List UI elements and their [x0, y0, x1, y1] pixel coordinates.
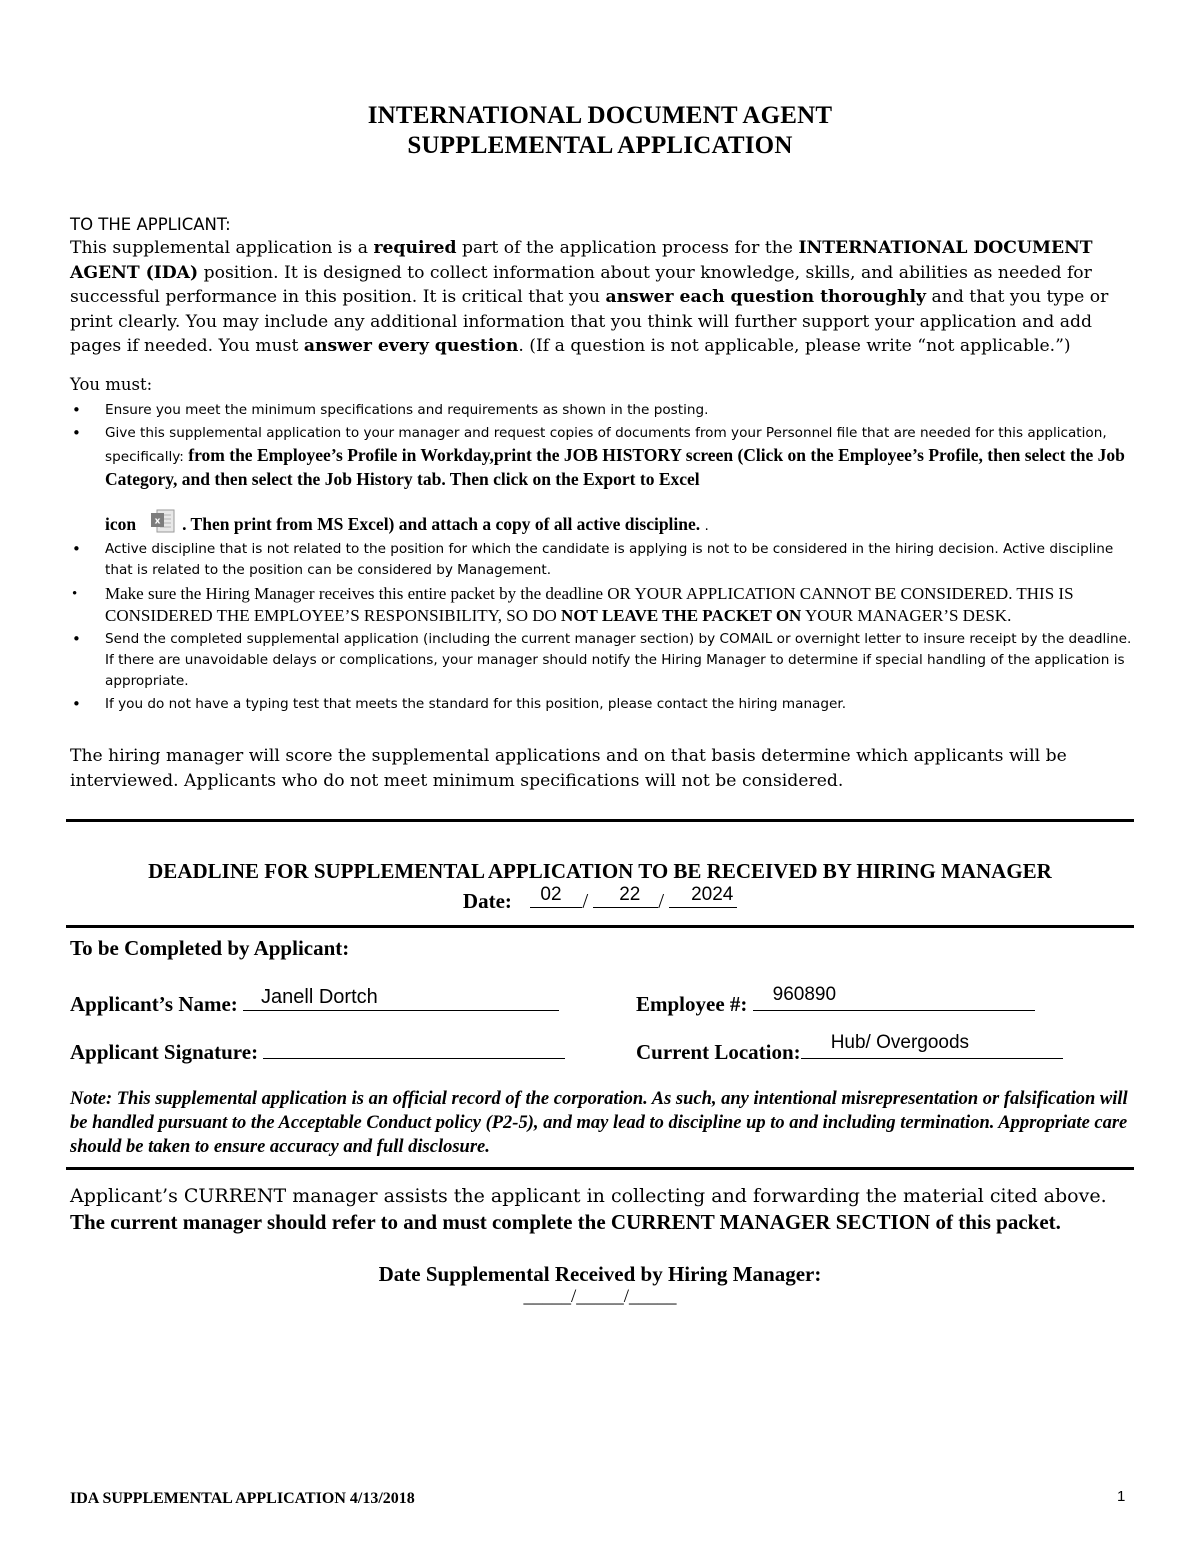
current-location-label: Current Location:: [636, 1040, 801, 1064]
divider: [66, 925, 1134, 928]
manager-bold-text: The current manager should refer to and must complete the CURRENT MANAGER SECTION of this packet.: [70, 1210, 1061, 1234]
svg-text:x: x: [154, 516, 161, 527]
intro-bold-every: answer every question: [303, 336, 519, 356]
intro-bold-position: INTERNATIONAL DOCUMENT AGENT (IDA): [70, 238, 1093, 283]
deadline-day-value: 22: [619, 884, 641, 905]
divider: [66, 1167, 1134, 1170]
bullet-text: If you do not have a typing test that meets the standard for this position, please contact the hiring manager.: [105, 696, 847, 712]
requirements-list: [70, 400, 1140, 717]
received-date-field[interactable]: _____/_____/_____: [523, 1286, 677, 1307]
icon-word: icon: [105, 514, 137, 534]
current-manager-paragraph: [70, 1182, 1140, 1235]
deadline-month-value: 02: [540, 884, 562, 905]
excel-export-icon: [150, 500, 176, 528]
bullet-text: Send the completed supplemental application (including the current manager section) by COMAIL or overnight letter to insure receipt by the deadline. If there are unavoidable delays or complications, your manager should notify the Hiring Manager to determine if special handling of the application is appropriate.: [105, 631, 1132, 689]
employee-number-label: Employee #:: [636, 992, 748, 1016]
deadline-day-field[interactable]: [593, 885, 658, 908]
bullet-bold-text: from the Employee’s Profile in Workday,print the JOB HISTORY screen (Click on the Employee’s Profile, then select the Job Category, and then select the Job History tab. Then click on the Export to Excel: [105, 445, 1125, 489]
bullet-text: Active discipline that is not related to the position for which the candidate is applying is not to be considered in the hiring decision. Active discipline that is related to the position can be considered by Management.: [105, 541, 1114, 578]
intro-text-2: part of the application process for the: [456, 238, 799, 258]
deadline-year-value: 2024: [691, 884, 734, 905]
bullet-text: Make sure the Hiring Manager receives this entire packet by the deadline OR YOUR APPLICATION CANNOT BE CONSIDERED. THIS IS CONSIDERED THE EMPLOYEE’S RESPONSIBILITY, SO DO: [105, 584, 1074, 625]
applicant-name-label: Applicant’s Name:: [70, 992, 238, 1016]
footer-text: IDA SUPPLEMENTAL APPLICATION 4/13/2018: [70, 1490, 415, 1507]
intro-text-3: position. It is designed to collect information about your knowledge, skills, and abilities as needed for successful performance in this position. It is critical that you: [70, 262, 1092, 307]
closing-paragraph: The hiring manager will score the supplemental applications and on that basis determine which applicants will be interviewed. Applicants who do not meet minimum specifications will not be considered.: [70, 746, 1067, 791]
list-item: [70, 629, 1140, 692]
applicant-name-field[interactable]: [243, 988, 559, 1011]
applicant-name-value: Janell Dortch: [261, 986, 378, 1008]
intro-text-4: and that you type or print clearly. You may include any additional information that you think will further support your application and add pages if needed. You must: [70, 287, 1109, 356]
current-location-field[interactable]: [801, 1032, 1063, 1059]
list-item: [70, 539, 1140, 581]
doc-title-line1: INTERNATIONAL DOCUMENT AGENT: [367, 102, 833, 129]
deadline-date-row: [0, 885, 1200, 914]
list-item: [70, 423, 1140, 537]
list-item: [70, 694, 1140, 715]
intro-bold-thoroughly: answer each question thoroughly: [605, 287, 927, 307]
bullet-text: Give this supplemental application to your manager and request copies of documents from your Personnel file that are needed for this application, specifically:: [105, 425, 1107, 465]
employee-number-row: [636, 984, 1035, 1017]
intro-bold-required: required: [373, 238, 457, 258]
employee-number-value: 960890: [772, 984, 837, 1005]
applicant-signature-row: [70, 1036, 565, 1065]
doc-title-line2: SUPPLEMENTAL APPLICATION: [407, 132, 793, 159]
applicant-name-row: [70, 988, 559, 1017]
employee-number-field[interactable]: [753, 984, 1035, 1011]
list-item: [70, 400, 1140, 421]
bullet-text-tail: YOUR MANAGER’S DESK.: [801, 606, 1012, 625]
divider: [66, 819, 1134, 822]
intro-paragraph: [70, 236, 1140, 359]
note-paragraph: Note: This supplemental application is an official record of the corporation. As such, any intentional misrepresentation or falsification will be handled pursuant to the Acceptable Conduct policy (P2-5), and may lead to discipline up to and including termination. Appropriate care should be taken to ensure accuracy and full disclosure.: [70, 1089, 1128, 1157]
date-separator: /: [582, 889, 589, 913]
current-location-value: Hub/ Overgoods: [830, 1032, 970, 1053]
to-applicant-heading: TO THE APPLICANT:: [70, 215, 231, 234]
date-label: Date:: [462, 889, 512, 913]
applicant-signature-field[interactable]: [263, 1036, 565, 1059]
intro-text-1: This supplemental application is a: [70, 238, 374, 258]
deadline-month-field[interactable]: [530, 885, 582, 908]
deadline-year-field[interactable]: [669, 885, 737, 908]
bullet-bold-tail: . Then print from MS Excel) and attach a copy of all active discipline.: [182, 514, 701, 534]
current-location-row: [636, 1032, 1063, 1065]
bullet-bold-text: NOT LEAVE THE PACKET ON: [561, 606, 802, 625]
applicant-signature-label: Applicant Signature:: [70, 1040, 259, 1064]
you-must-label: You must:: [70, 375, 153, 394]
page-number: 1: [1117, 1488, 1126, 1505]
intro-text-5: . (If a question is not applicable, please write “not applicable.”): [518, 336, 1071, 356]
manager-text: Applicant’s CURRENT manager assists the applicant in collecting and forwarding the material cited above.: [70, 1185, 1107, 1207]
date-separator: /: [658, 889, 665, 913]
list-item: [70, 583, 1140, 627]
deadline-heading: DEADLINE FOR SUPPLEMENTAL APPLICATION TO BE RECEIVED BY HIRING MANAGER: [148, 859, 1052, 883]
received-date-label: Date Supplemental Received by Hiring Manager:: [378, 1262, 822, 1286]
bullet-text: Ensure you meet the minimum specifications and requirements as shown in the posting.: [105, 402, 709, 418]
bullet-text-tail: .: [700, 518, 709, 534]
completed-by-heading: To be Completed by Applicant:: [70, 936, 350, 960]
